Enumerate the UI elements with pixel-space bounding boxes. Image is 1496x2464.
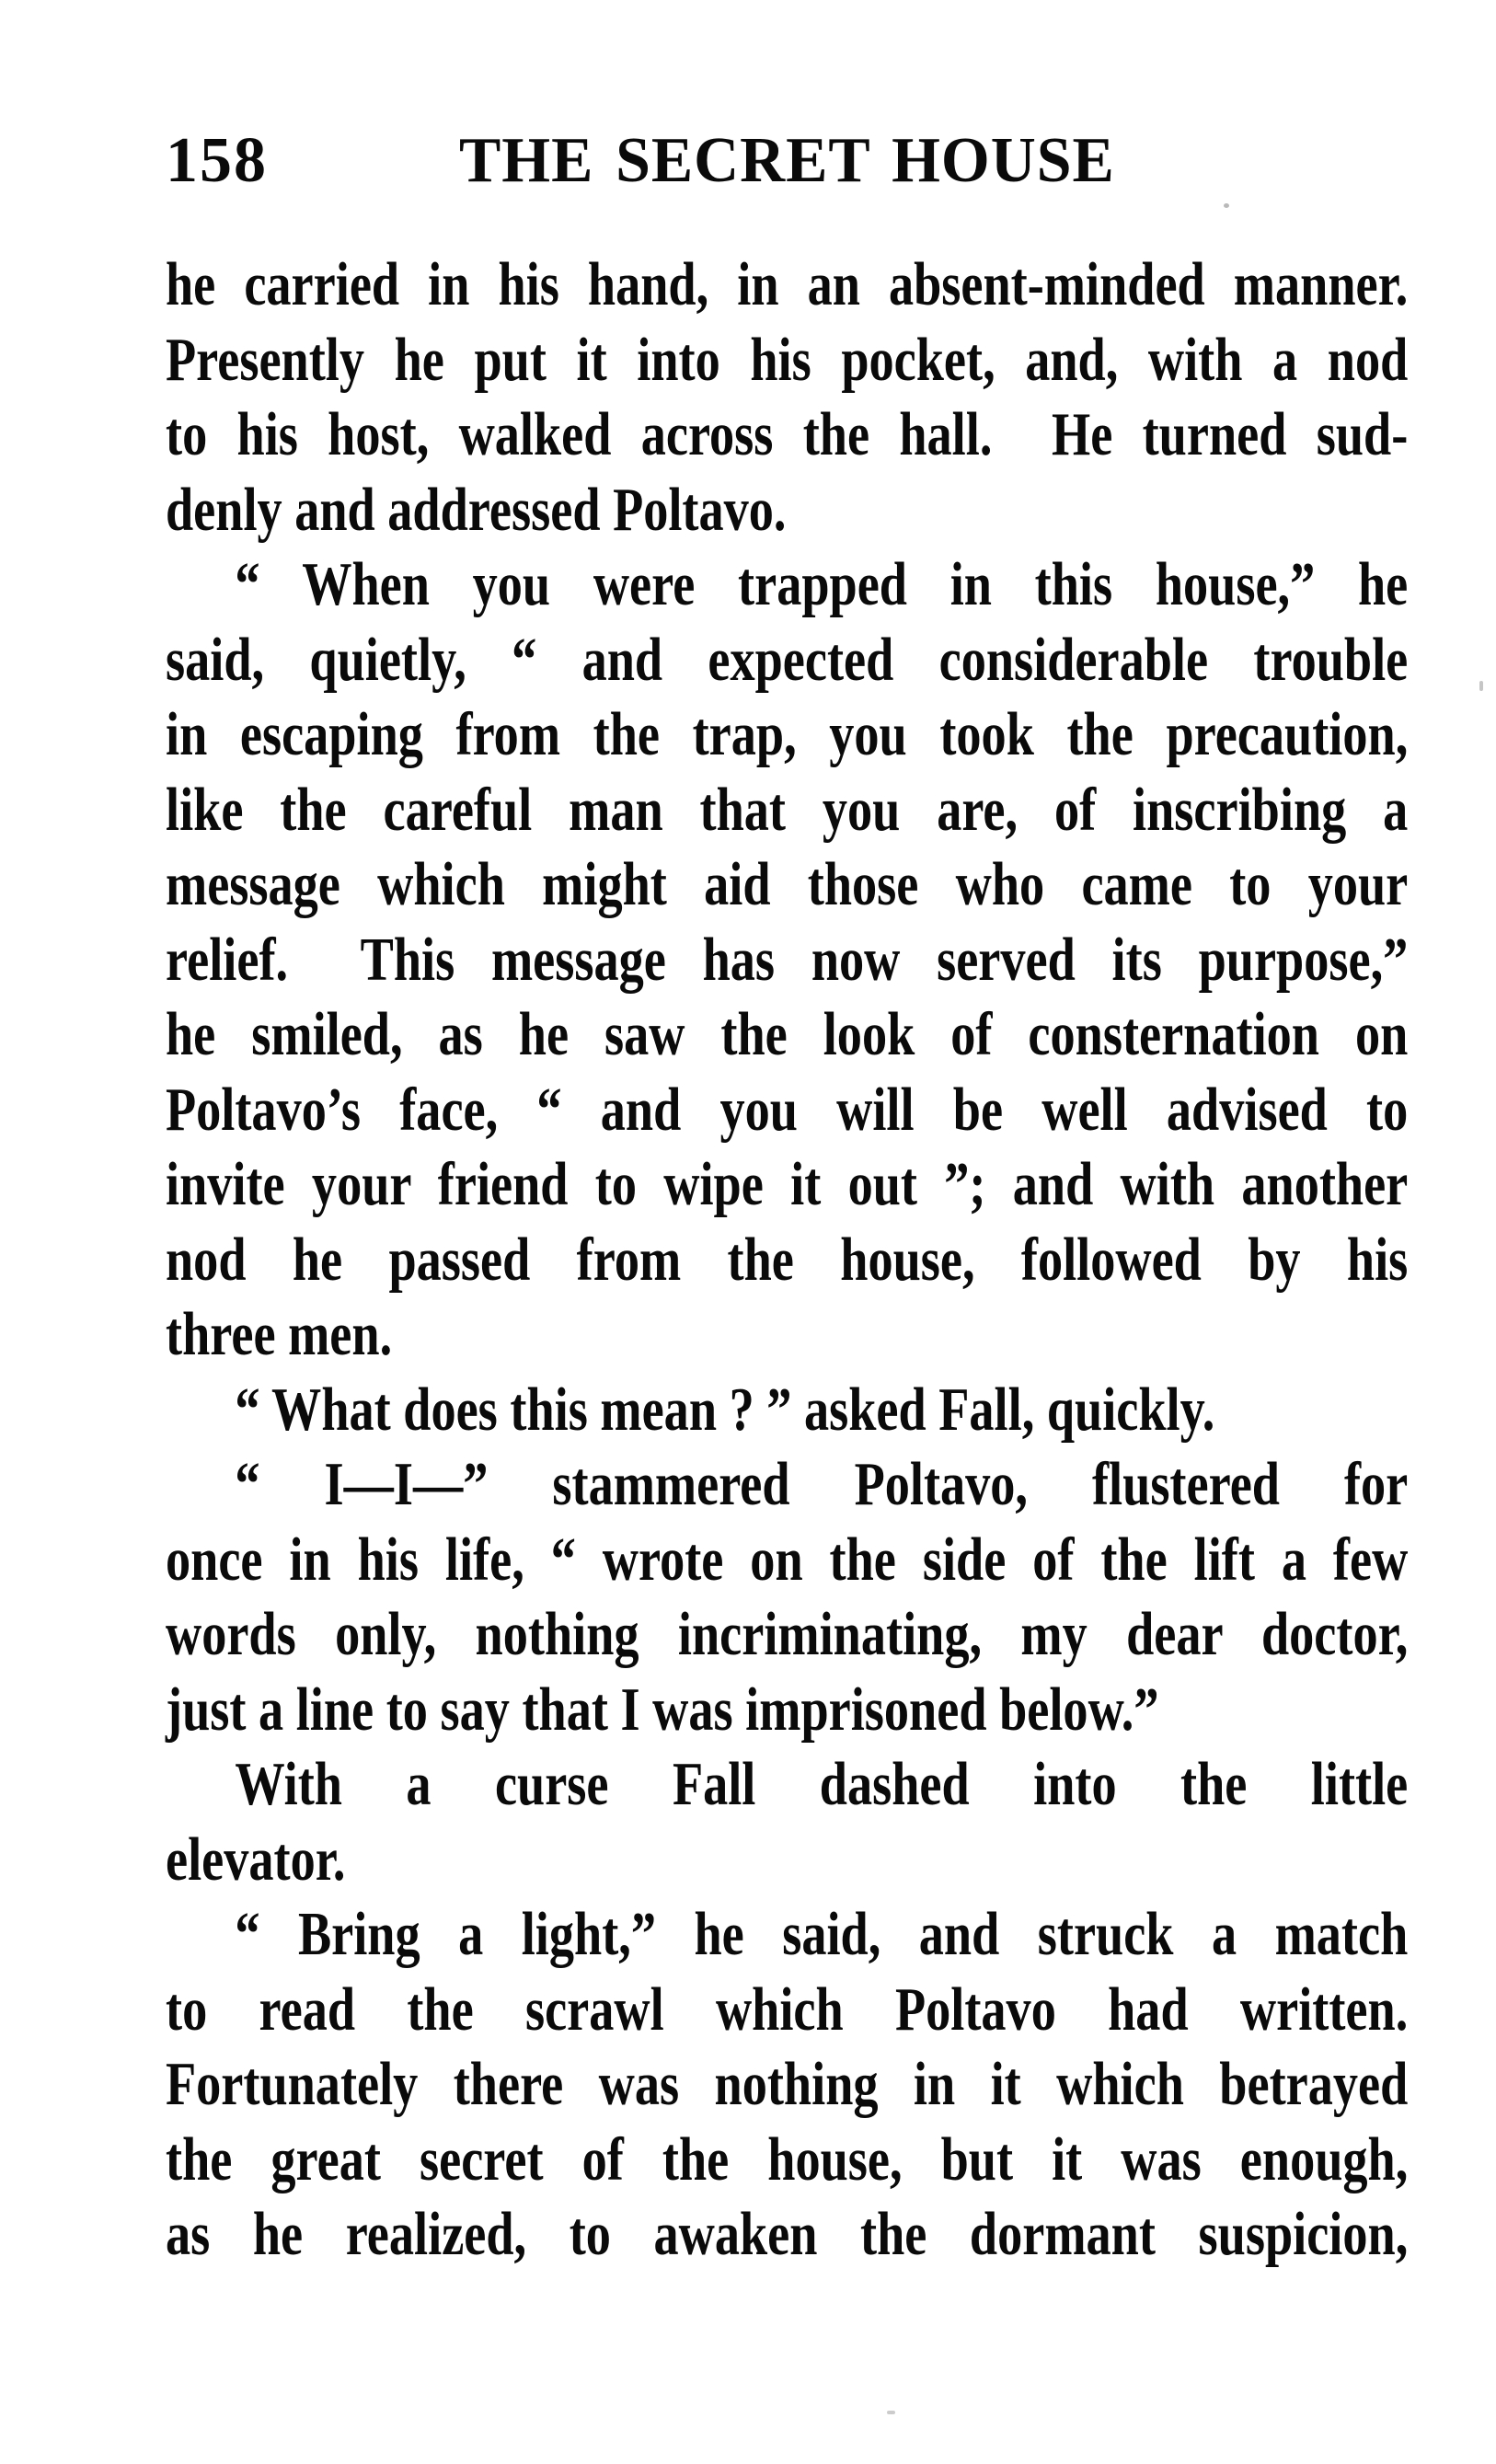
text-line: in escaping from the trap, you took the precaution,: [166, 700, 1409, 768]
text-line: invite your friend to wipe it out ”; and with another: [166, 1150, 1409, 1218]
text-line: With a curse Fall dashed into the little: [235, 1750, 1409, 1818]
text-line: the great secret of the house, but it was enough,: [166, 2125, 1409, 2193]
page-number: 158: [166, 125, 268, 196]
text-line: message which might aid those who came to your: [166, 850, 1409, 918]
scan-speck: [887, 2411, 895, 2414]
text-line: just a line to say that I was imprisoned below.”: [166, 1675, 1159, 1744]
text-line: elevator.: [166, 1825, 346, 1894]
text-line: Fortunately there was nothing in it which betrayed: [166, 2050, 1409, 2118]
text-line: denly and addressed Poltavo.: [166, 476, 787, 544]
text-line: “ Bring a light,” he said, and struck a match: [235, 1900, 1409, 1968]
text-line: said, quietly, “ and expected considerable trouble: [166, 626, 1409, 694]
text-line: words only, nothing incriminating, my dear doctor,: [166, 1600, 1409, 1668]
text-line: as he realized, to awaken the dormant suspicion,: [166, 2200, 1409, 2268]
text-line: like the careful man that you are, of inscribing a: [166, 776, 1409, 844]
text-line: to read the scrawl which Poltavo had written.: [166, 1975, 1409, 2044]
page-header: [166, 125, 1408, 202]
text-line: he smiled, as he saw the look of consternation on: [166, 1000, 1409, 1068]
text-line: once in his life, “ wrote on the side of the lift a few: [166, 1526, 1409, 1594]
text-line: to his host, walked across the hall. He turned sud-: [166, 400, 1409, 468]
scan-speck: [1479, 681, 1483, 691]
text-line: “ What does this mean ? ” asked Fall, quickly.: [235, 1376, 1215, 1444]
page-title: THE SECRET HOUSE: [458, 125, 1115, 196]
text-line: “ When you were trapped in this house,” he: [235, 550, 1409, 618]
text-line: “ I—I—” stammered Poltavo, flustered for: [235, 1450, 1409, 1518]
text-line: nod he passed from the house, followed by his: [166, 1226, 1409, 1294]
text-line: Poltavo’s face, “ and you will be well advised to: [166, 1076, 1409, 1144]
text-line: he carried in his hand, in an absent-minded manner.: [166, 250, 1409, 318]
text-line: three men.: [166, 1300, 393, 1368]
text-line: relief. This message has now served its purpose,”: [166, 926, 1409, 994]
text-line: Presently he put it into his pocket, and, with a nod: [166, 326, 1409, 394]
scan-speck: [1224, 203, 1229, 208]
